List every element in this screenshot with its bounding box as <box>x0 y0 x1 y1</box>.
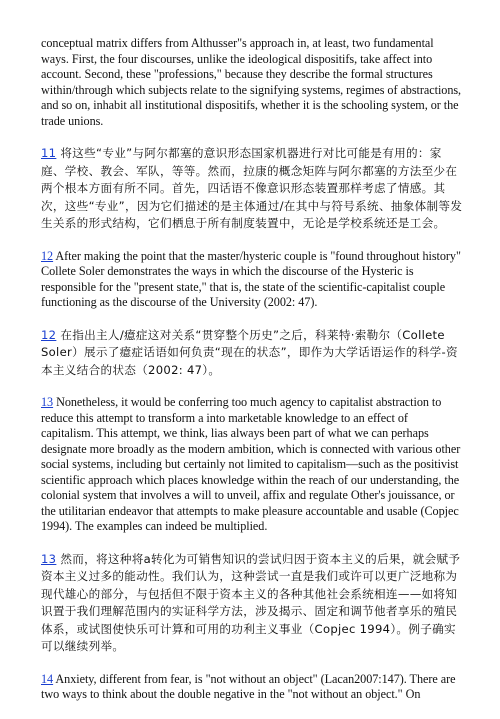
paragraph-text: conceptual matrix differs from Althusser"s approach in, at least, two fundamental ways. First, the four discourses, unlike the ideological dispositifs, take affect into account. Second, these "professions," because they describe the formal structures within/through which subjects relate to the signifying systems, regimes of abstractions, and so on, inhabit all institutional dispositifs, whether it is the schooling system, or the trade unions. <box>41 36 462 128</box>
paragraph-text: 然而，将这种将a转化为可销售知识的尝试归因于资本主义的后果，就会赋予资本主义过多的能动性。我们认为，这种尝试一直是我们或许可以更广泛地称为现代雄心的部分，与包括但不限于资本主义的各种其他社会系统相连——如将知识置于我们理解范围内的实证科学方法，涉及揭示、固定和调节他者享乐的殖民体系，或试图使快乐可计算和可用的功利主义事业（Copjec 1994）。例子确实可以继续列举。 <box>41 551 461 653</box>
footnote-link-14[interactable]: 14 <box>41 671 54 686</box>
footnote-link-13-zh[interactable]: 13 <box>41 551 57 566</box>
paragraph-text: After making the point that the master/hysteric couple is "found throughout history" Collete Soler demonstrates the ways in which the discourse of the Hysteric is responsible for the "present state," that is, the state of the scientific-capitalist couple functioning as the discourse of the University (2002: 47). <box>41 248 461 309</box>
paragraph-text: 将这些“专业”与阿尔都塞的意识形态国家机器进行对比可能是有用的：家庭、学校、教会、军队，等等。然而，拉康的概念矩阵与阿尔都塞的方法至少在两个根本方面有所不同。首先，四话语不像意识形态装置那样考虑了情感。其次，这些“专业”，因为它们描述的是主体通过/在其中与符号系统、抽象体制等发生关系的形式结构，它们栖息于所有制度装置中，无论是学校系统还是工会。 <box>41 146 463 230</box>
paragraph-zh-note-13 <box>41 551 463 656</box>
footnote-link-11[interactable]: 11 <box>41 146 57 160</box>
footnote-link-12[interactable]: 12 <box>41 248 54 263</box>
paragraph-zh-note-12 <box>41 327 463 380</box>
paragraph-text: 在指出主人/癔症这对关系“贯穿整个历史”之后，科莱特·索勒尔（Collete Soler）展示了癔症话语如何负责“现在的状态”，即作为大学话语运作的科学-资本主义结合的状态（2002: 47）。 <box>41 327 458 377</box>
paragraph-en-note-13 <box>41 395 463 535</box>
paragraph-text: Nonetheless, it would be conferring too much agency to capitalist abstraction to reduce this attempt to transform a into marketable knowledge to an effect of capitalism. This attempt, we think, lias always been part of what we can perhaps designate more broadly as the modern ambition, which is connected with various other social systems, including but certainly not limited to capitalism—such as the positivist scientific approach which places knowledge within the reach of our understanding, the colonial system that involves a will to unveil, affix and regulate Other's jouissance, or the utilitarian endeavor that attempts to make pleasure accountable and usable (Copjec 1994). The examples can indeed be multiplied. <box>41 395 461 533</box>
document-page <box>41 36 463 719</box>
paragraph-zh-note-11 <box>41 145 463 233</box>
footnote-link-12-zh[interactable]: 12 <box>41 327 57 342</box>
paragraph-en-continued <box>41 36 463 129</box>
paragraph-en-note-12 <box>41 249 463 311</box>
footnote-link-13[interactable]: 13 <box>41 395 54 409</box>
paragraph-text: Anxiety, different from fear, is "not without an object" (Lacan2007:147). There are two ways to think about the double negative in the "not without an object." On <box>41 671 456 701</box>
paragraph-en-note-14 <box>41 672 463 703</box>
